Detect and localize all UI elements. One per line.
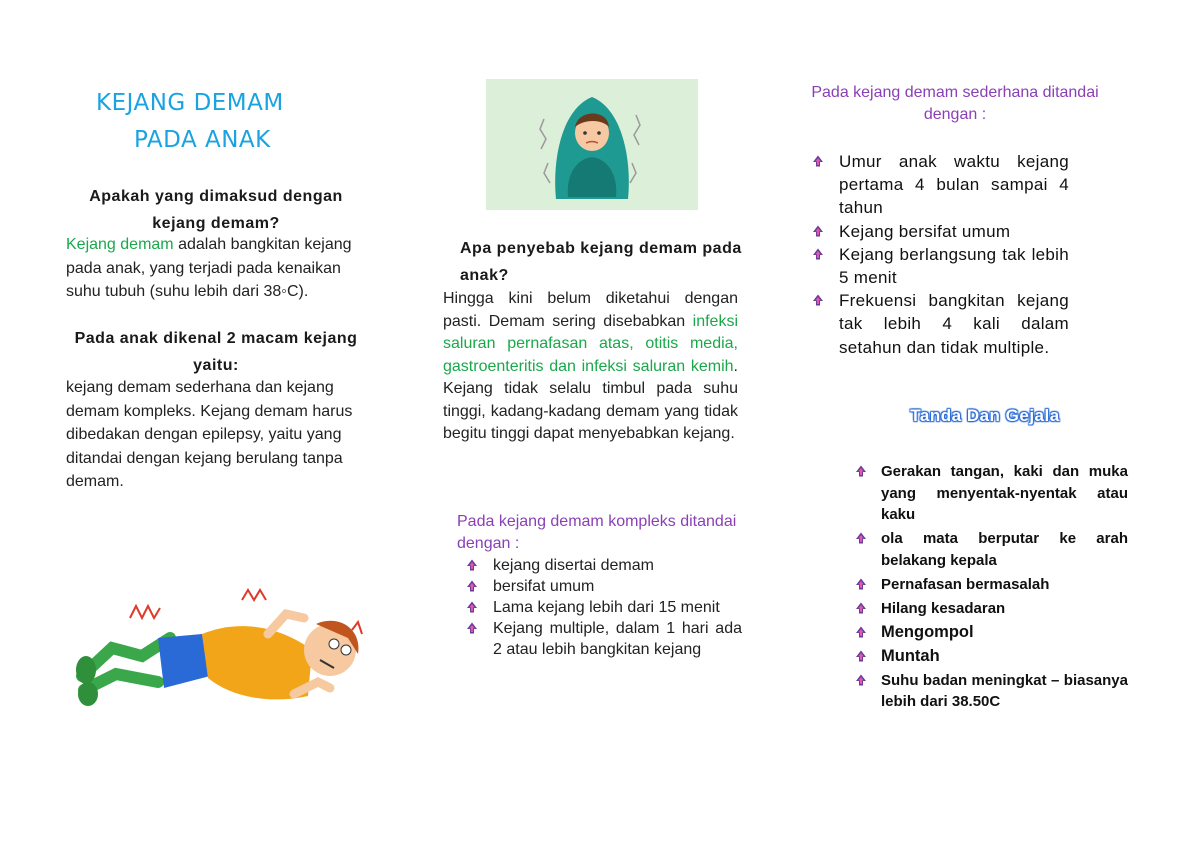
arrow-bullet-icon xyxy=(855,650,867,662)
arrow-bullet-icon xyxy=(466,622,478,634)
cause-highlight: infeksi saluran pernafasan atas, otitis media, gastroenteritis dan infeksi saluran kemih xyxy=(443,312,738,375)
arrow-bullet-icon xyxy=(855,532,867,544)
list-item: Gerakan tangan, kaki dan muka yang menyentak-nyentak atau kaku xyxy=(855,461,1128,526)
list-item: Lama kejang lebih dari 15 menit xyxy=(466,597,742,618)
list-item: Frekuensi bangkitan kejang tak lebih 4 kali dalam setahun dan tidak multiple. xyxy=(812,289,1069,359)
definition-term: Kejang demam xyxy=(66,236,174,253)
title-line-2: PADA ANAK xyxy=(134,127,271,153)
complex-list xyxy=(466,555,742,660)
list-item: Muntah xyxy=(855,646,1128,668)
child-seizure-illustration xyxy=(72,578,368,718)
arrow-bullet-icon xyxy=(812,155,824,167)
list-item: Hilang kesadaran xyxy=(855,598,1128,620)
cause-text-2: . Kejang tidak selalu timbul pada suhu tinggi, kadang-kadang demam yang tidak begitu tinggi dapat menyebabkan kejang. xyxy=(443,357,738,442)
list-item: Kejang berlangsung tak lebih 5 menit xyxy=(812,243,1069,289)
list-item: Kejang multiple, dalam 1 hari ada 2 atau lebih bangkitan kejang xyxy=(466,618,742,660)
arrow-bullet-icon xyxy=(466,559,478,571)
list-item: bersifat umum xyxy=(466,576,742,597)
list-item: Umur anak waktu kejang pertama 4 bulan sampai 4 tahun xyxy=(812,150,1069,220)
arrow-bullet-icon xyxy=(855,602,867,614)
complex-heading: Pada kejang demam kompleks ditandai dengan : xyxy=(457,513,737,552)
signs-list xyxy=(855,461,1128,715)
question-cause: Apa penyebab kejang demam pada anak? xyxy=(460,240,742,284)
child-in-blanket-illustration xyxy=(486,79,698,210)
list-item: ola mata berputar ke arah belakang kepala xyxy=(855,528,1128,571)
title-line-1: KEJANG DEMAM xyxy=(96,90,284,116)
arrow-bullet-icon xyxy=(466,580,478,592)
signs-heading: Tanda Dan Gejala xyxy=(910,406,1060,425)
list-item: Kejang bersifat umum xyxy=(812,220,1069,243)
arrow-bullet-icon xyxy=(812,248,824,260)
list-item: kejang disertai demam xyxy=(466,555,742,576)
arrow-bullet-icon xyxy=(855,626,867,638)
list-item: Pernafasan bermasalah xyxy=(855,574,1128,596)
list-item: Mengompol xyxy=(855,622,1128,644)
question-types: Pada anak dikenal 2 macam kejang yaitu: xyxy=(74,330,358,374)
definition-paragraph xyxy=(66,233,358,304)
simple-list xyxy=(812,150,1069,359)
types-paragraph: kejang demam sederhana dan kejang demam kompleks. Kejang demam harus dibedakan dengan epilepsy, yaitu yang ditandai dengan kejang berulang tanpa demam. xyxy=(66,379,353,490)
arrow-bullet-icon xyxy=(812,294,824,306)
arrow-bullet-icon xyxy=(466,601,478,613)
simple-heading: Pada kejang demam sederhana ditandai dengan : xyxy=(811,84,1099,123)
cause-text-1: Hingga kini belum diketahui dengan pasti. Demam sering disebabkan xyxy=(443,290,738,330)
list-item: Suhu badan meningkat – biasanya lebih dari 38.50C xyxy=(855,670,1128,713)
arrow-bullet-icon xyxy=(855,578,867,590)
question-definition: Apakah yang dimaksud dengan kejang demam? xyxy=(89,188,343,232)
arrow-bullet-icon xyxy=(855,674,867,686)
arrow-bullet-icon xyxy=(812,225,824,237)
arrow-bullet-icon xyxy=(855,465,867,477)
cause-paragraph xyxy=(443,288,738,446)
definition-text: adalah bangkitan kejang pada anak, yang terjadi pada kenaikan suhu tubuh (suhu lebih dari 38◦C). xyxy=(66,236,352,300)
